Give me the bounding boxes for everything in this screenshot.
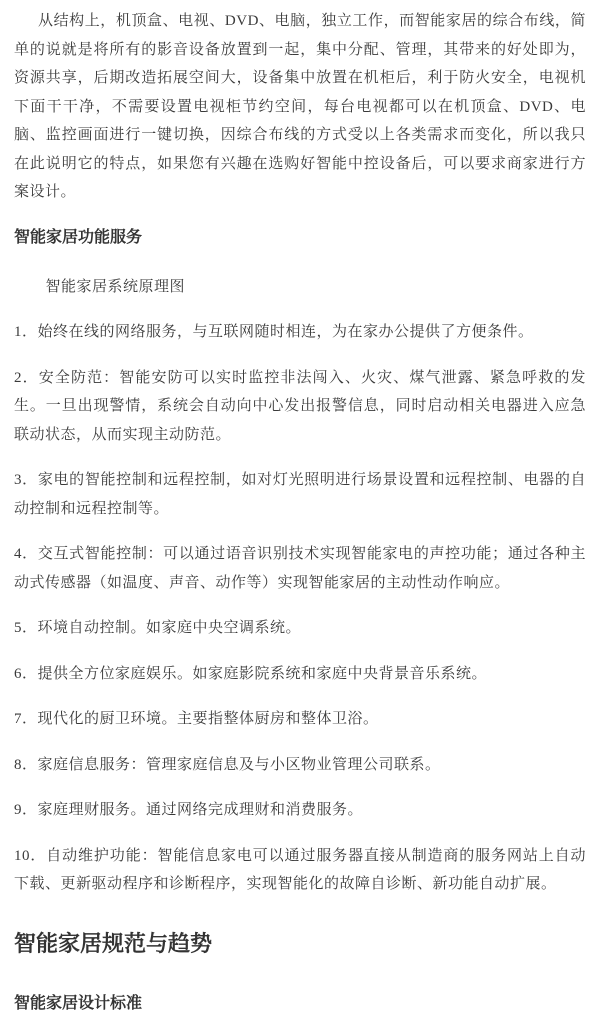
list-item: 1．始终在线的网络服务，与互联网随时相连，为在家办公提供了方便条件。 [14, 324, 534, 340]
list-item: 8．家庭信息服务：管理家庭信息及与小区物业管理公司联系。 [14, 756, 441, 773]
figure-caption: 智能家居系统原理图 [45, 278, 186, 295]
list-item: 6．提供全方位家庭娱乐。如家庭影院系统和家庭中央背景音乐系统。 [14, 665, 488, 682]
intro-paragraph: 从结构上，机顶盒、电视、DVD、电脑，独立工作，而智能家居的综合布线，简单的说就是将所有的影音设备放置到一起，集中分配、管理，其带来的好处即为，资源共享，后期改造拓展空间大，设备集中放置在机柜后，利于防火安全，电视机下面干干净，不需要设置电视柜节约空间，每台电视都可以在机顶盒、DVD、电脑、监控画面进行一键切换，因综合布线的方式受以上各类需求而变化，所以我只在此说明它的特点，如果您有兴趣在选购好智能中控设备后，可以要求商家进行方案设计。 [14, 13, 586, 200]
list-item: 2．安全防范：智能安防可以实时监控非法闯入、火灾、煤气泄露、紧急呼救的发生。一旦出现警情，系统会自动向中心发出报警信息，同时启动相关电器进入应急联动状态，从而实现主动防范。 [14, 369, 586, 443]
list-item: 9．家庭理财服务。通过网络完成理财和消费服务。 [14, 802, 364, 818]
list-item: 4．交互式智能控制：可以通过语音识别技术实现智能家电的声控功能；通过各种主动式传感器（如温度、声音、动作等）实现智能家居的主动性动作响应。 [14, 546, 586, 591]
section-heading-features: 智能家居功能服务 [14, 228, 143, 246]
list-item: 10．自动维护功能：智能信息家电可以通过服务器直接从制造商的服务网站上自动下载、更新驱动程序和诊断程序，实现智能化的故障自诊断、新功能自动扩展。 [14, 847, 586, 892]
list-item: 5．环境自动控制。如家庭中央空调系统。 [14, 620, 302, 636]
list-item: 3．家电的智能控制和远程控制，如对灯光照明进行场景设置和远程控制、电器的自动控制和远程控制等。 [14, 472, 586, 517]
list-item: 7．现代化的厨卫环境。主要指整体厨房和整体卫浴。 [14, 711, 379, 727]
subsection-heading-design-standard: 智能家居设计标准 [14, 994, 143, 1012]
chapter-heading-standards-trends: 智能家居规范与趋势 [14, 930, 213, 956]
